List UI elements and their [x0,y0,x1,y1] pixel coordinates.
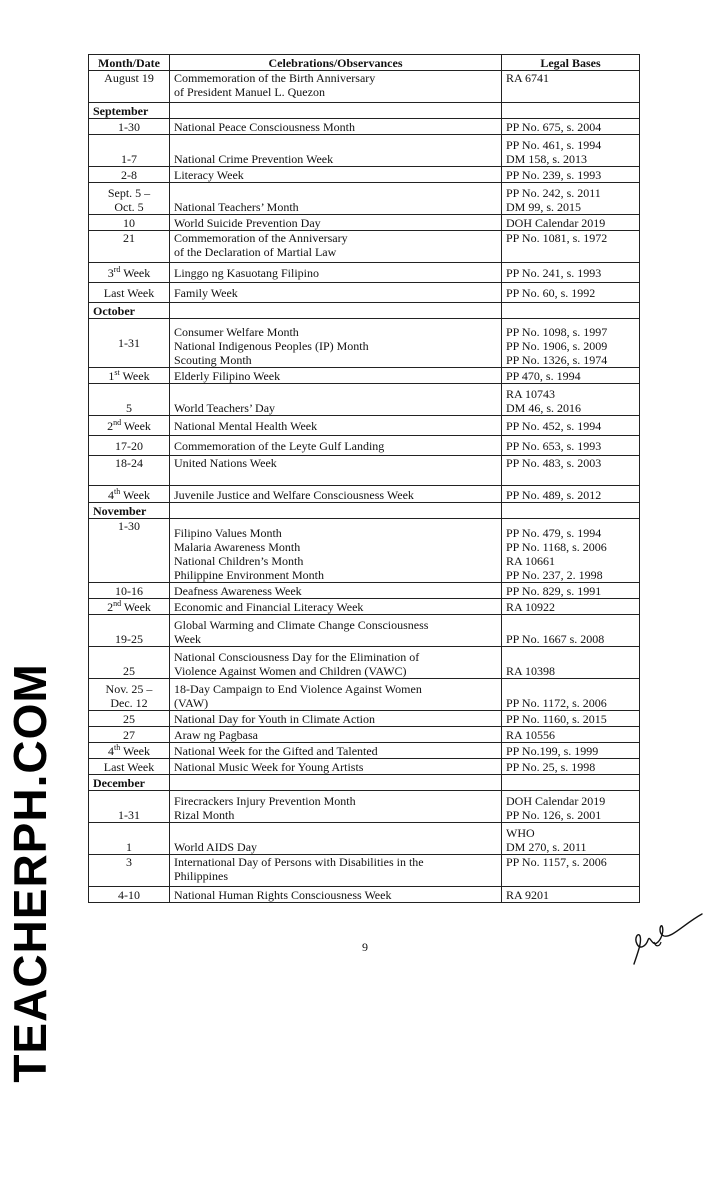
basis-cell [502,319,640,368]
date-cell: 21 [89,231,170,263]
date-line: Dec. 12 [110,696,148,710]
table-row [89,759,640,775]
observances-table [88,54,640,903]
date-cell: 2nd Week [89,599,170,615]
date-cell: 3 [89,855,170,887]
event-cell: Commemoration of the Leyte Gulf Landing [170,436,502,456]
table-row [89,679,640,711]
event-cell [170,615,502,647]
header-legal-bases: Legal Bases [502,55,640,71]
event-line: of President Manuel L. Quezon [174,85,325,99]
table-row [89,791,640,823]
event-cell: National Human Rights Consciousness Week [170,887,502,903]
date-cell: 27 [89,727,170,743]
date-cell: 25 [89,647,170,679]
date-line: Sept. 5 – [107,186,151,200]
event-cell: World AIDS Day [170,823,502,855]
basis-cell [502,384,640,416]
date-cell: 4th Week [89,486,170,503]
table-row [89,599,640,615]
event-cell: Deafness Awareness Week [170,583,502,599]
date-cell: Last Week [89,759,170,775]
basis-cell [502,823,640,855]
basis-line: RA 10743 [506,387,556,401]
event-cell: World Suicide Prevention Day [170,215,502,231]
event-cell: Family Week [170,283,502,303]
event-line: Commemoration of the Birth Anniversary [174,71,376,85]
basis-cell: RA 9201 [502,887,640,903]
table-row [89,416,640,436]
table-row [89,436,640,456]
event-line: Filipino Values Month [174,526,282,540]
basis-cell: RA 10398 [502,647,640,679]
basis-line: PP No. 237, 2. 1998 [506,568,603,582]
event-line: Week [174,632,202,646]
basis-cell: PP No.199, s. 1999 [502,743,640,759]
event-line: National Consciousness Day for the Elimination of [174,650,420,664]
event-cell: Economic and Financial Literacy Week [170,599,502,615]
event-cell: Araw ng Pagbasa [170,727,502,743]
event-cell [170,519,502,583]
event-line: (VAW) [174,696,209,710]
date-cell: 4-10 [89,887,170,903]
event-cell [170,791,502,823]
event-cell [170,71,502,103]
table-row [89,711,640,727]
table-row [89,368,640,384]
date-cell: 1 [89,823,170,855]
event-cell: Elderly Filipino Week [170,368,502,384]
event-line: International Day of Persons with Disabilities in the [174,855,424,869]
basis-line: PP No. 479, s. 1994 [506,526,602,540]
table-row [89,456,640,486]
event-line: Consumer Welfare Month [174,325,299,339]
date-cell: 1-31 [89,791,170,823]
month-row [89,775,640,791]
event-line: Malaria Awareness Month [174,540,301,554]
basis-cell: DOH Calendar 2019 [502,215,640,231]
event-cell: Linggo ng Kasuotang Filipino [170,263,502,283]
page-number: 9 [362,940,368,954]
table-row [89,167,640,183]
date-cell: 1-31 [89,319,170,368]
event-cell: National Week for the Gifted and Talented [170,743,502,759]
date-cell: 10-16 [89,583,170,599]
basis-cell: PP No. 829, s. 1991 [502,583,640,599]
signature-mark [628,912,706,972]
table-row [89,283,640,303]
header-month-date: Month/Date [89,55,170,71]
table-row [89,727,640,743]
table-row [89,647,640,679]
month-label: October [89,303,170,319]
header-celebrations: Celebrations/Observances [170,55,502,71]
basis-cell: PP No. 653, s. 1993 [502,436,640,456]
basis-line: RA 10661 [506,554,556,568]
basis-cell: PP No. 1160, s. 2015 [502,711,640,727]
basis-line: DM 46, s. 2016 [506,401,582,415]
basis-line: DM 158, s. 2013 [506,152,588,166]
event-cell: United Nations Week [170,456,502,486]
event-line: of the Declaration of Martial Law [174,245,337,259]
month-label: December [89,775,170,791]
date-cell: 10 [89,215,170,231]
event-line: Philippines [174,869,229,883]
date-cell [89,183,170,215]
table-row [89,135,640,167]
event-cell: Literacy Week [170,167,502,183]
basis-line: PP No. 126, s. 2001 [506,808,602,822]
date-cell: 17-20 [89,436,170,456]
basis-cell: PP No. 241, s. 1993 [502,263,640,283]
event-cell: National Crime Prevention Week [170,135,502,167]
basis-line: PP No. 1168, s. 2006 [506,540,607,554]
event-cell [170,647,502,679]
event-line: Global Warming and Climate Change Consciousness [174,618,429,632]
event-line: Commemoration of the Anniversary [174,231,348,245]
table-row [89,319,640,368]
date-cell: 1-7 [89,135,170,167]
date-cell: 1-30 [89,519,170,583]
table-row [89,823,640,855]
basis-cell: PP No. 489, s. 2012 [502,486,640,503]
month-label: November [89,503,170,519]
table-row [89,119,640,135]
event-cell: National Day for Youth in Climate Action [170,711,502,727]
basis-cell: PP No. 60, s. 1992 [502,283,640,303]
event-cell: National Teachers’ Month [170,183,502,215]
date-cell: 19-25 [89,615,170,647]
basis-line: PP No. 1098, s. 1997 [506,325,608,339]
basis-cell: RA 10556 [502,727,640,743]
basis-cell: RA 10922 [502,599,640,615]
date-cell: 25 [89,711,170,727]
basis-line: PP No. 1326, s. 1974 [506,353,608,367]
table-row [89,519,640,583]
basis-cell [502,519,640,583]
header-row [89,55,640,71]
date-cell: 2-8 [89,167,170,183]
table-header [89,55,640,71]
date-line: Oct. 5 [114,200,144,214]
date-cell [89,679,170,711]
table-row [89,486,640,503]
table-row [89,183,640,215]
event-cell [170,231,502,263]
basis-cell: PP No. 1172, s. 2006 [502,679,640,711]
date-line: Nov. 25 – [105,682,153,696]
event-cell: World Teachers’ Day [170,384,502,416]
basis-line: PP No. 1906, s. 2009 [506,339,608,353]
date-cell: 3rd Week [89,263,170,283]
basis-cell: RA 6741 [502,71,640,103]
event-line: 18-Day Campaign to End Violence Against Women [174,682,422,696]
basis-line: PP No. 461, s. 1994 [506,138,602,152]
basis-cell: PP No. 675, s. 2004 [502,119,640,135]
event-line: National Indigenous Peoples (IP) Month [174,339,369,353]
month-row [89,303,640,319]
date-cell: 18-24 [89,456,170,486]
basis-cell [502,183,640,215]
basis-line: DM 270, s. 2011 [506,840,587,854]
basis-cell [502,135,640,167]
event-line: Philippine Environment Month [174,568,324,582]
table-row [89,615,640,647]
event-line: Firecrackers Injury Prevention Month [174,794,356,808]
table-row [89,263,640,283]
table-row [89,231,640,263]
event-cell [170,319,502,368]
basis-cell: PP No. 25, s. 1998 [502,759,640,775]
date-cell: August 19 [89,71,170,103]
month-label: September [89,103,170,119]
table-row [89,71,640,103]
table-row [89,855,640,887]
event-cell: National Peace Consciousness Month [170,119,502,135]
table-row [89,887,640,903]
event-line: Violence Against Women and Children (VAWC) [174,664,407,678]
date-cell: Last Week [89,283,170,303]
event-cell: National Mental Health Week [170,416,502,436]
month-row [89,103,640,119]
basis-cell: PP 470, s. 1994 [502,368,640,384]
table-row [89,583,640,599]
event-line: National Children’s Month [174,554,304,568]
event-cell [170,679,502,711]
basis-cell: PP No. 239, s. 1993 [502,167,640,183]
event-cell: National Music Week for Young Artists [170,759,502,775]
basis-cell: PP No. 1081, s. 1972 [502,231,640,263]
date-cell: 2nd Week [89,416,170,436]
basis-line: WHO [506,826,535,840]
basis-cell [502,791,640,823]
table-row [89,384,640,416]
watermark: TEACHERPH.COM [4,663,56,1083]
event-line: Rizal Month [174,808,235,822]
month-row [89,503,640,519]
event-cell: Juvenile Justice and Welfare Consciousness Week [170,486,502,503]
table-row [89,215,640,231]
event-cell [170,855,502,887]
basis-cell: PP No. 452, s. 1994 [502,416,640,436]
basis-cell: PP No. 1667 s. 2008 [502,615,640,647]
basis-line: PP No. 242, s. 2011 [506,186,601,200]
date-cell: 5 [89,384,170,416]
date-cell: 4th Week [89,743,170,759]
date-cell: 1-30 [89,119,170,135]
basis-cell: PP No. 1157, s. 2006 [502,855,640,887]
basis-line: DOH Calendar 2019 [506,794,606,808]
table-row [89,743,640,759]
basis-line: DM 99, s. 2015 [506,200,582,214]
basis-cell: PP No. 483, s. 2003 [502,456,640,486]
event-line: Scouting Month [174,353,252,367]
date-cell: 1st Week [89,368,170,384]
